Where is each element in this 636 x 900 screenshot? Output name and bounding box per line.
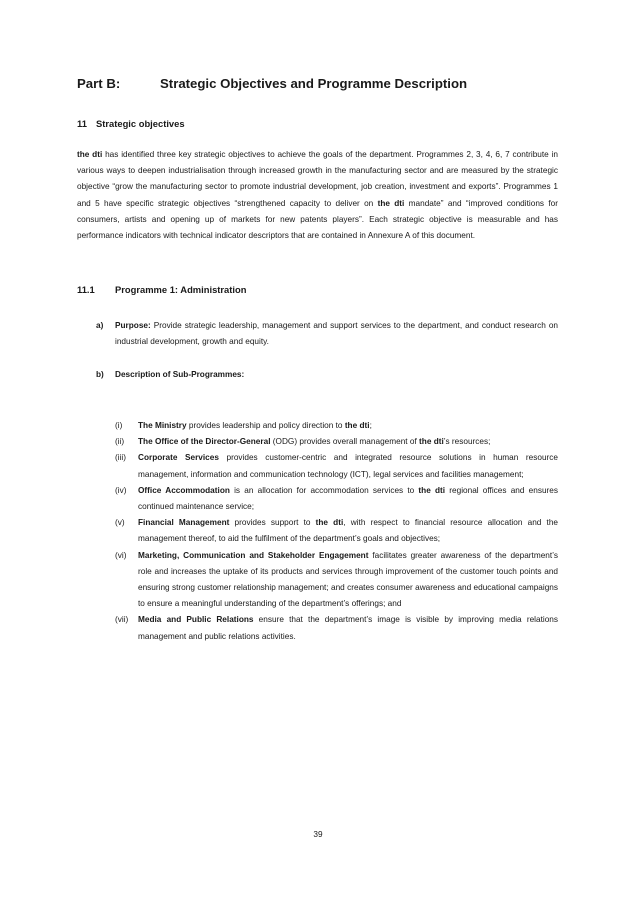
text: regional offices and ensures continued maintenance service; bbox=[138, 485, 559, 512]
subprogramme-text bbox=[138, 483, 558, 515]
subsection-heading bbox=[77, 284, 246, 295]
section-heading bbox=[77, 118, 185, 129]
text: facilitates greater awareness of the department’s role and increases the uptake of its products and services through improvement of the customer touch points and ensuring strong customer relationship management; and creates consumer awareness and educational campaigns to ensure a meaningful understanding of the department’s offerings; and bbox=[138, 550, 558, 609]
text: ; bbox=[369, 421, 372, 430]
purpose-text: Provide strategic leadership, management and support services to the department, and conduct research on industrial development, growth and equity. bbox=[115, 321, 558, 347]
text: provides support to bbox=[229, 518, 316, 528]
subprogramme-item bbox=[115, 434, 558, 450]
subprogramme-text bbox=[138, 418, 558, 434]
roman-numeral: (vi) bbox=[115, 550, 127, 560]
roman-numeral: (i) bbox=[115, 421, 123, 430]
intro-paragraph bbox=[77, 147, 558, 244]
roman-numeral: (iv) bbox=[115, 485, 127, 495]
text: (ODG) provides overall management of bbox=[270, 437, 420, 447]
description-body bbox=[115, 367, 558, 383]
subsection-number: 11.1 bbox=[77, 284, 95, 295]
subprogramme-text bbox=[138, 612, 558, 644]
subprogramme-item bbox=[115, 450, 558, 482]
bold-text: Media and Public Relations bbox=[138, 615, 254, 625]
page-number: 39 bbox=[313, 830, 323, 839]
roman-numeral: (ii) bbox=[115, 437, 125, 447]
text: mandate” and “improved conditions for consumers, artists and opening up of markets for new patents players”. Each strategic objective is measurable and has performance indicators with technical indicator descriptors that are contained in Annexure A of this document. bbox=[77, 198, 558, 241]
subprogramme-list bbox=[115, 418, 558, 645]
roman-numeral: (v) bbox=[115, 518, 125, 528]
subprogramme-item bbox=[115, 548, 558, 613]
text: ensure that the department’s image is visible by improving media relations management and public relations activities. bbox=[138, 615, 559, 641]
roman-numeral: (vii) bbox=[115, 615, 129, 625]
bold-text: The Office of the Director-General bbox=[138, 437, 271, 447]
subsection-title: Programme 1: Administration bbox=[115, 284, 247, 295]
bold-text: the dti bbox=[418, 485, 446, 495]
purpose-item bbox=[96, 318, 558, 350]
text: , with respect to financial resource allocation and the management thereof, to aid the fulfilment of the department’s goals and objectives; bbox=[138, 518, 559, 544]
bold-text: the dti bbox=[77, 150, 103, 159]
bold-text: The Ministry bbox=[138, 421, 187, 430]
subprogramme-text bbox=[138, 548, 558, 613]
roman-numeral: (iii) bbox=[115, 453, 126, 463]
subprogramme-text bbox=[138, 515, 558, 547]
text: ’s resources; bbox=[443, 437, 491, 447]
bold-text: Financial Management bbox=[138, 518, 230, 528]
purpose-title: Purpose: bbox=[115, 321, 151, 330]
text: provides customer-centric and integrated resource solutions in human resource management, information and communication technology (ICT), legal services and facilities management; bbox=[138, 453, 558, 479]
description-item bbox=[96, 367, 558, 383]
section-title: Strategic objectives bbox=[96, 118, 185, 129]
text: is an allocation for accommodation services to bbox=[229, 485, 419, 495]
purpose-label: a) bbox=[96, 321, 104, 330]
text: has identified three key strategic objectives to achieve the goals of the department. Programmes 2, 3, 4, 6, 7 contribute in various ways to deepen industrialisation through increased growth in the manufacturing sector and are measured by the strategic objective “grow the manufacturing sector to promote industrial development, job creation, investment and exports”. Programmes 1 and 5 have specific strategic objectives “strengthened capacity to deliver on bbox=[77, 150, 558, 208]
bold-text: the dti bbox=[419, 437, 444, 447]
subprogramme-item bbox=[115, 515, 558, 547]
part-title: Strategic Objectives and Programme Description bbox=[160, 76, 468, 91]
bold-text: the dti bbox=[344, 421, 370, 430]
subprogramme-text bbox=[138, 434, 558, 450]
bold-text: Office Accommodation bbox=[138, 485, 230, 495]
subprogramme-text bbox=[138, 450, 558, 482]
description-label: b) bbox=[96, 370, 104, 379]
bold-text: the dti bbox=[315, 518, 344, 528]
subprogramme-item bbox=[115, 418, 558, 434]
subprogramme-item bbox=[115, 483, 558, 515]
part-label: Part B: bbox=[77, 76, 121, 91]
bold-text: the dti bbox=[377, 198, 405, 208]
bold-text: Marketing, Communication and Stakeholder Engagement bbox=[138, 550, 369, 560]
section-number: 11 bbox=[77, 118, 87, 129]
part-heading bbox=[77, 76, 467, 91]
description-title: Description of Sub-Programmes: bbox=[115, 370, 245, 379]
bold-text: Corporate Services bbox=[138, 453, 219, 463]
text: provides leadership and policy direction to bbox=[186, 421, 345, 430]
subprogramme-item bbox=[115, 612, 558, 644]
purpose-body bbox=[115, 318, 558, 350]
